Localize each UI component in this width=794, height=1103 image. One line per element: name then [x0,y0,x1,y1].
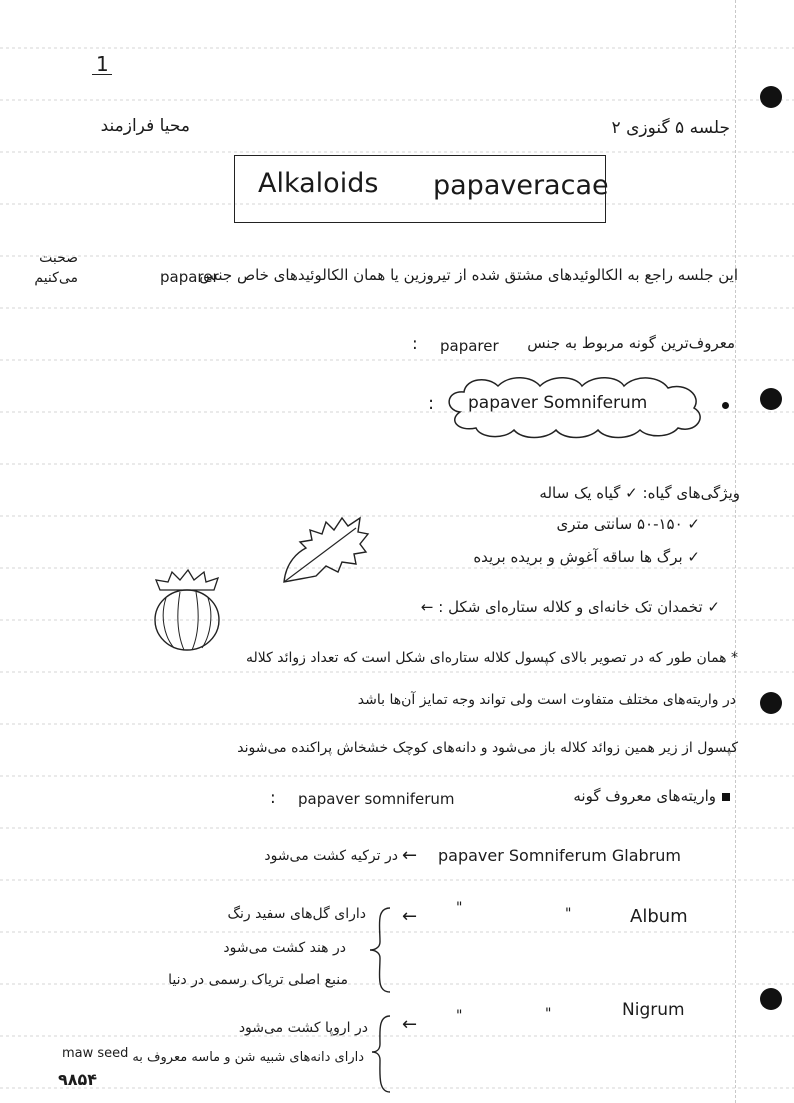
session-label: جلسه ۵ گنوزی ۲ [611,118,730,138]
binder-hole [760,692,782,714]
known-species-latin: paparer [440,337,499,355]
varieties-colon: : [270,788,276,808]
known-species-colon: : [412,334,418,354]
star-note-line: کپسول از زیر همین زوائد کلاله باز می‌شود و دانه‌های کوچک خشخاش پراکنده می‌شوند [237,740,738,756]
binder-hole [760,388,782,410]
variety-album-note: دارای گل‌های سفید رنگ [227,906,366,922]
leaf-icon [276,512,372,588]
page-number: 1 [96,52,109,76]
variety-album: Album [630,906,688,927]
star-note-line: در واریته‌های مختلف متفاوت است ولی تواند وجه تمایز آن‌ها باشد [357,692,736,708]
feature-item: ✓ برگ ها ساقه آغوش و بریده بریده [473,548,700,566]
variety-nigrum: Nigrum [622,1000,685,1020]
variety-nigrum-note: در اروپا کشت می‌شود [238,1020,368,1036]
bullet-dot [722,402,729,409]
poppy-capsule-icon [146,566,230,656]
brace-icon [370,1014,394,1094]
varieties-heading: واریته‌های معروف گونه [573,787,716,805]
intro-latin: paparer [160,268,219,286]
margin-line [735,0,736,1103]
page-number-underline [92,74,112,75]
binder-hole [760,86,782,108]
feature-item: ✓ ۵۰-۱۵۰ سانتی متری [556,515,700,533]
features-heading: ویژگی‌های گیاه: ✓ گیاه یک ساله [539,484,740,502]
arrow-icon: ← [402,845,418,866]
title-alkaloids: Alkaloids [258,168,379,199]
binder-hole [760,988,782,1010]
variety-glabrum-note: در ترکیه کشت می‌شود [264,848,398,864]
brace-icon [368,906,394,994]
variety-album-note: در هند کشت می‌شود [223,940,346,956]
title-family: papaveracae [433,170,609,201]
variety-nigrum-note: دارای دانه‌های شبیه شن و ماسه معروف به [132,1050,364,1065]
varieties-latin: papaver somniferum [298,790,455,808]
maw-seed-label: maw seed [62,1046,129,1061]
ditto-mark: " [456,1008,463,1024]
feature-item: ✓ تخمدان تک خانه‌ای و کلاله ستاره‌ای شکل : ← [420,598,720,616]
arrow-icon: ← [402,906,418,927]
bullet-square [722,793,730,801]
variety-glabrum: papaver Somniferum Glabrum [438,846,681,865]
ditto-mark: " [545,1006,552,1022]
known-species-text: معروف‌ترین گونه مربوط به جنس [527,334,735,352]
intro-text: این جلسه راجع به الکالوئیدهای مشتق شده از تیروزین یا همان الکالوئیدهای خاص جنس [199,266,738,284]
ditto-mark: " [565,906,572,922]
footer-stamp: ۹۸۵۴ [58,1070,98,1089]
variety-album-note: منبع اصلی تریاک رسمی در دنیا [168,972,348,988]
author-name: محیا فرازمند [100,116,190,136]
star-note-line: * همان طور که در تصویر بالای کپسول کلاله ستاره‌ای شکل است که تعداد زوائد کلاله [246,650,738,666]
cloud-colon: : [428,393,435,414]
arrow-icon: ← [402,1014,418,1035]
cloud-species: papaver Somniferum [468,393,648,413]
ditto-mark: " [456,900,463,916]
intro-end: صحبت می‌کنیم [34,250,78,286]
